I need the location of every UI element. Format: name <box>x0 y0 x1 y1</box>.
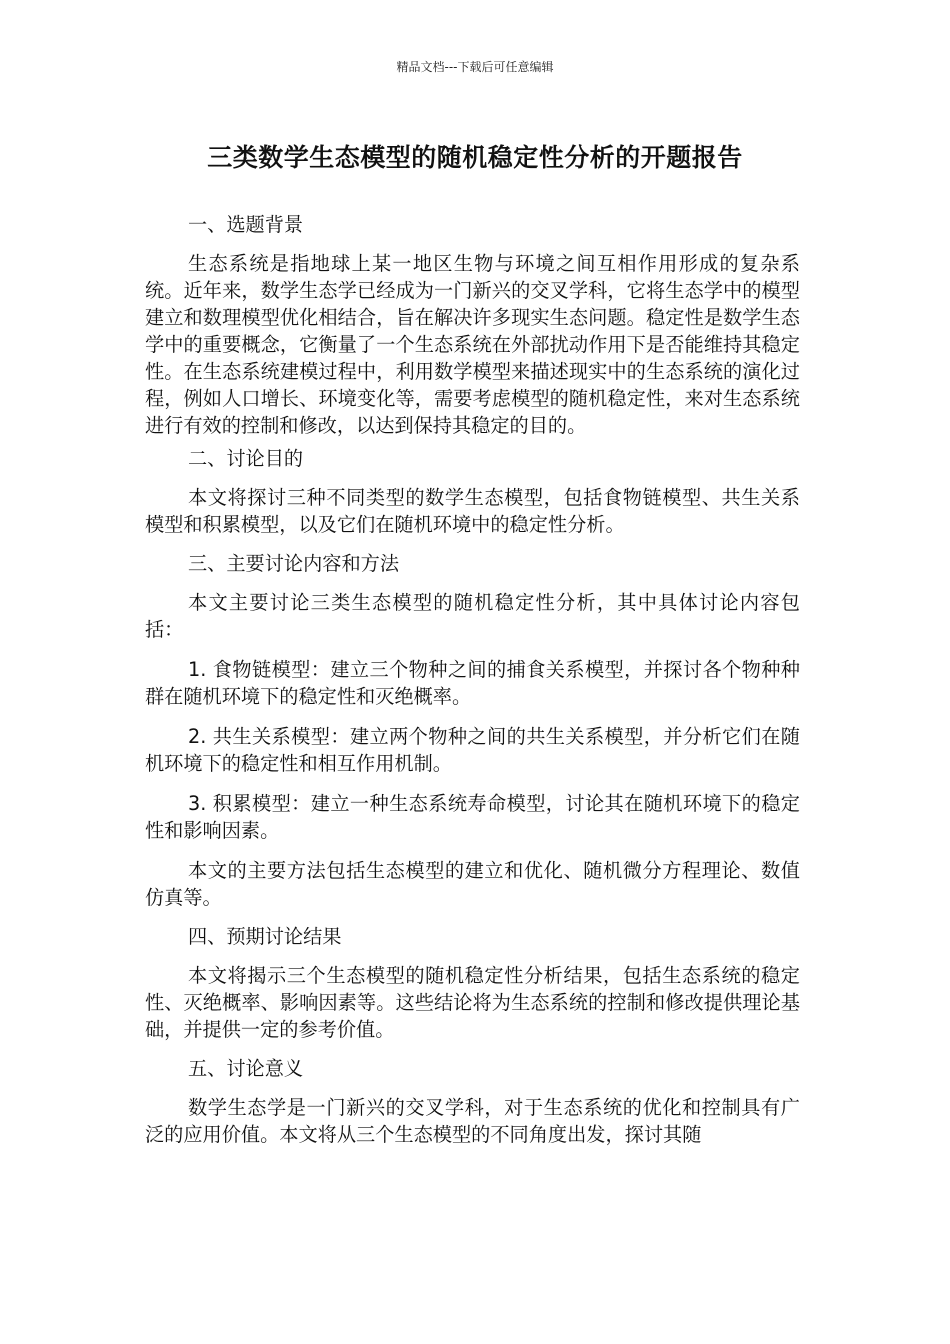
list-item: 2. 共生关系模型：建立两个物种之间的共生关系模型，并分析它们在随机环境下的稳定性和相互作用机制。 <box>145 725 800 775</box>
body-paragraph: 本文的主要方法包括生态模型的建立和优化、随机微分方程理论、数值仿真等。 <box>145 859 800 909</box>
section-heading: 四、预期讨论结果 <box>188 925 342 948</box>
list-item: 1. 食物链模型：建立三个物种之间的捕食关系模型，并探讨各个物种种群在随机环境下的稳定性和灭绝概率。 <box>145 658 800 708</box>
header-note: 精品文档---下载后可任意编辑 <box>396 60 554 74</box>
section-heading: 一、选题背景 <box>188 213 304 236</box>
list-item: 3. 积累模型：建立一种生态系统寿命模型，讨论其在随机环境下的稳定性和影响因素。 <box>145 792 800 842</box>
section-heading: 五、讨论意义 <box>188 1057 304 1080</box>
body-paragraph: 本文将揭示三个生态模型的随机稳定性分析结果，包括生态系统的稳定性、灭绝概率、影响因素等。这些结论将为生态系统的控制和修改提供理论基础，并提供一定的参考价值。 <box>145 964 800 1041</box>
body-paragraph: 本文主要讨论三类生态模型的随机稳定性分析，其中具体讨论内容包括： <box>145 591 800 641</box>
document-title: 三类数学生态模型的随机稳定性分析的开题报告 <box>207 143 743 172</box>
body-paragraph: 本文将探讨三种不同类型的数学生态模型，包括食物链模型、共生关系模型和积累模型，以及它们在随机环境中的稳定性分析。 <box>145 486 800 536</box>
section-heading: 三、主要讨论内容和方法 <box>188 552 400 575</box>
document-body <box>145 211 800 1148</box>
body-paragraph: 生态系统是指地球上某一地区生物与环境之间互相作用形成的复杂系统。近年来，数学生态学已经成为一门新兴的交叉学科，它将生态学中的模型建立和数理模型优化相结合，旨在解决许多现实生态问题。稳定性是数学生态学中的重要概念，它衡量了一个生态系统在外部扰动作用下是否能维持其稳定性。在生态系统建模过程中，利用数学模型来描述现实中的生态系统的演化过程，例如人口增长、环境变化等，需要考虑模型的随机稳定性，来对生态系统进行有效的控制和修改，以达到保持其稳定的目的。 <box>145 252 800 437</box>
section-heading: 二、讨论目的 <box>188 447 304 470</box>
body-paragraph: 数学生态学是一门新兴的交叉学科，对于生态系统的优化和控制具有广泛的应用价值。本文将从三个生态模型的不同角度出发，探讨其随 <box>145 1096 800 1146</box>
